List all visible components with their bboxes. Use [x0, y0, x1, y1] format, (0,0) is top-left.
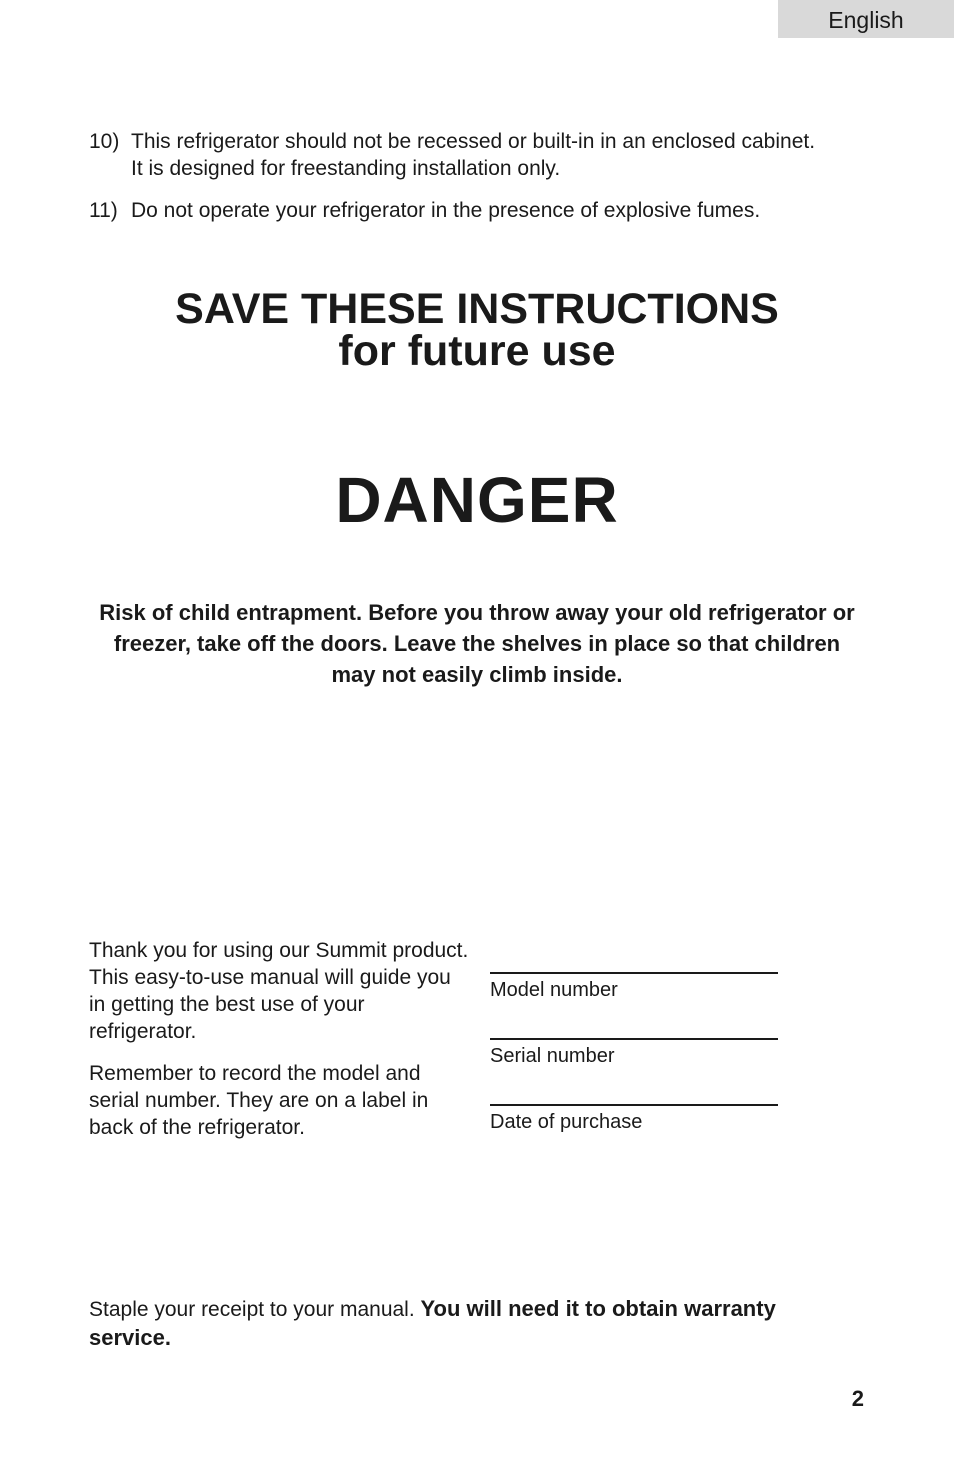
instruction-item-10 [89, 128, 829, 182]
instruction-number: 10) [89, 130, 120, 153]
serial-number-field [490, 1038, 778, 1069]
staple-note-text: Staple your receipt to your manual. [89, 1298, 421, 1321]
staple-note-emphasis: You will need it to obtain warranty service. [89, 1296, 776, 1350]
date-of-purchase-label: Date of purchase [490, 1111, 643, 1133]
instruction-text: Do not operate your refrigerator in the presence of explosive fumes. [131, 199, 761, 222]
instruction-item-11 [89, 197, 829, 224]
language-tab: English [778, 0, 954, 38]
danger-heading: DANGER [335, 464, 619, 536]
danger-warning-text: Risk of child entrapment. Before you throw away your old refrigerator or freezer, take off the doors. Leave the shelves in place so that children may not easily climb inside. [99, 600, 855, 687]
page-number: 2 [851, 1386, 864, 1411]
model-number-label: Model number [490, 979, 618, 1001]
instruction-number: 11) [89, 199, 118, 222]
save-instructions-heading [0, 285, 954, 375]
thanks-paragraph: Thank you for using our Summit product. This easy-to-use manual will guide you in getting the best use of your refrigerator. [89, 939, 469, 1043]
record-reminder-paragraph: Remember to record the model and serial number. They are on a label in back of the refrigerator. [89, 1062, 429, 1139]
date-of-purchase-field [490, 1104, 778, 1135]
instruction-text: This refrigerator should not be recessed or built-in in an enclosed cabinet. It is designed for freestanding installation only. [131, 130, 816, 180]
staple-receipt-note [89, 1295, 809, 1353]
model-number-field [490, 972, 778, 1003]
save-heading-line2: for future use [338, 327, 616, 375]
save-heading-line1: SAVE THESE INSTRUCTIONS [175, 285, 779, 333]
serial-number-label: Serial number [490, 1045, 615, 1067]
